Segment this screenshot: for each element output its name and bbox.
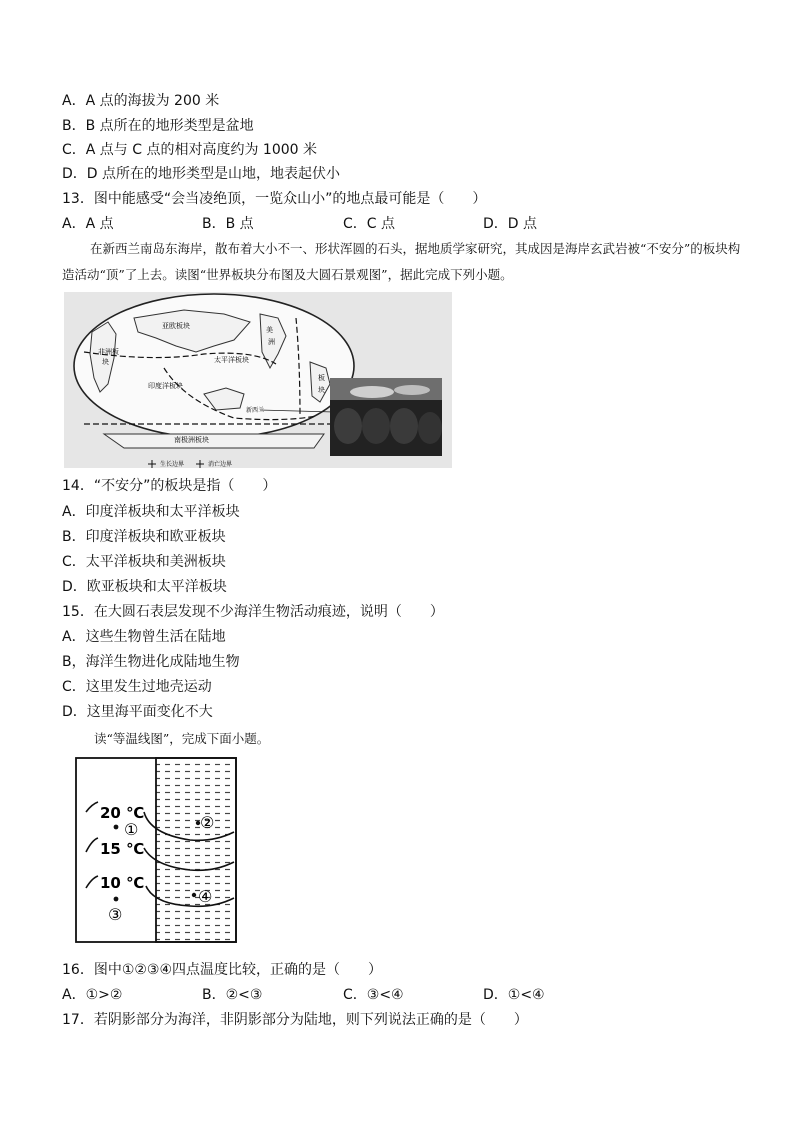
q16-option-b: B．②<③ — [202, 987, 263, 1003]
isotherm-label-10: 10 ℃ — [100, 874, 145, 892]
boulder-photo — [330, 378, 442, 456]
point-4-dot — [192, 893, 196, 897]
q12-option-a: A．A 点的海拔为 200 米 — [62, 93, 220, 109]
q14-stem: 14．“不安分”的板块是指（ ） — [62, 478, 277, 494]
q13-option-b: B．B 点 — [202, 216, 254, 232]
q16-option-c: C．③<④ — [343, 987, 404, 1003]
isotherm-intro: 读“等温线图”，完成下面小题。 — [94, 731, 270, 746]
q13-options — [62, 215, 622, 233]
q16-stem: 16．图中①②③④四点温度比较，正确的是（ ） — [62, 962, 383, 978]
q16-option-a: A．①>② — [62, 987, 123, 1003]
point-3-dot — [114, 897, 119, 902]
label-american-1: 美 — [266, 326, 273, 334]
q13-option-c: C．C 点 — [343, 216, 396, 232]
point-3-label: ③ — [108, 905, 123, 924]
q12-option-d: D．D 点所在的地形类型是山地，地表起伏小 — [62, 166, 341, 182]
point-4-label: ④ — [198, 887, 213, 906]
q15-option-d: D．这里海平面变化不大 — [62, 704, 213, 720]
label-indian: 印度洋板块 — [148, 382, 183, 390]
point-2-label: ② — [200, 813, 215, 832]
label-new-zealand: 新西兰 — [246, 407, 265, 414]
label-american-3: 板 — [318, 374, 325, 382]
point-1-label: ① — [124, 820, 139, 839]
q14-option-c: C．太平洋板块和美洲板块 — [62, 554, 226, 570]
shaded-region — [156, 758, 236, 942]
q16-option-d: D．①<④ — [483, 987, 545, 1003]
q14-option-a: A．印度洋板块和太平洋板块 — [62, 504, 240, 520]
isotherm-figure — [64, 754, 250, 950]
label-american-2: 洲 — [268, 338, 275, 346]
q15-option-c: C．这里发生过地壳运动 — [62, 679, 212, 695]
q12-option-b: B．B 点所在的地形类型是盆地 — [62, 118, 254, 134]
q13-option-d: D．D 点 — [483, 216, 538, 232]
q15-option-b: B，海洋生物进化成陆地生物 — [62, 654, 240, 670]
antarctica-shape — [104, 434, 324, 448]
plate-map-figure — [64, 292, 452, 468]
point-1-dot — [114, 825, 119, 830]
legend-growing: 生长边界 — [160, 461, 185, 468]
isotherm-label-20: 20 ℃ — [100, 804, 145, 822]
q14-option-b: B．印度洋板块和欧亚板块 — [62, 529, 226, 545]
q15-option-a: A．这些生物曾生活在陆地 — [62, 629, 226, 645]
passage-plates: 在新西兰南岛东海岸，散布着大小不一、形状浑圆的石头，据地质学家研究，其成因是海岸玄武岩被“不安分”的板块构造活动“顶”了上去。读图“世界板块分布图及大圆石景观图”，据此完成下列小题。 — [62, 241, 741, 282]
label-american-4: 块 — [318, 386, 325, 394]
isotherm-label-15: 15 ℃ — [100, 840, 145, 858]
q15-stem: 15．在大圆石表层发现不少海洋生物活动痕迹，说明（ ） — [62, 604, 444, 620]
q12-option-c: C．A 点与 C 点的相对高度约为 1000 米 — [62, 142, 318, 158]
label-eurasian: 亚欧板块 — [162, 322, 190, 330]
q14-option-d: D．欧亚板块和太平洋板块 — [62, 579, 227, 595]
legend-subducting: 消亡边界 — [208, 461, 233, 468]
q16-options — [62, 986, 622, 1004]
label-pacific: 太平洋板块 — [214, 356, 249, 364]
label-african-2: 块 — [102, 358, 109, 366]
label-antarctic: 南极洲板块 — [174, 436, 209, 444]
q13-option-a: A．A 点 — [62, 216, 114, 232]
q17-stem: 17．若阴影部分为海洋，非阴影部分为陆地，则下列说法正确的是（ ） — [62, 1012, 528, 1028]
label-african-1: 非洲板 — [98, 348, 119, 356]
q13-stem: 13．图中能感受“会当凌绝顶，一览众山小”的地点最可能是（ ） — [62, 191, 487, 207]
